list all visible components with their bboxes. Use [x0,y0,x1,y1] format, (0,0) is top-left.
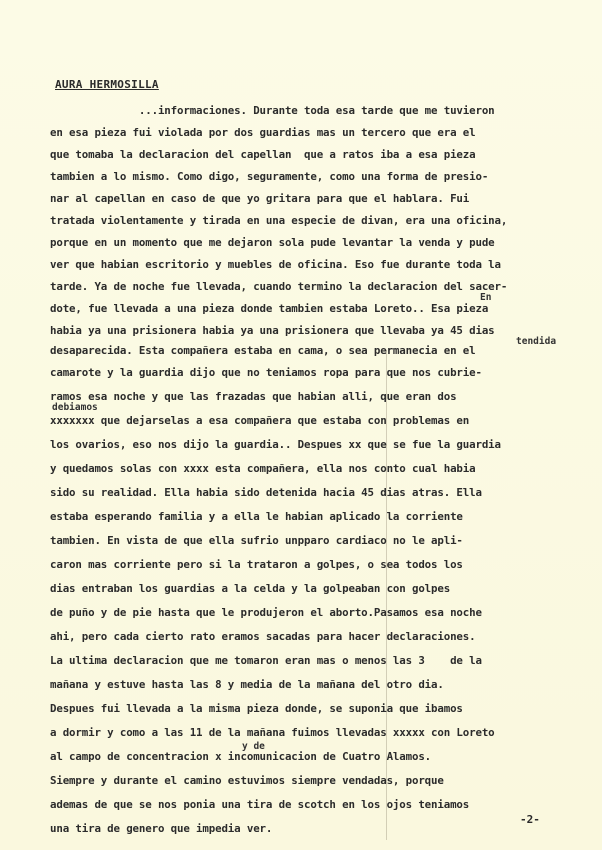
text-line: dias entraban los guardias a la celda y la golpeaban con golpes [50,582,451,595]
text-line: habia ya una prisionera habia ya una prisionera que llevaba ya 45 dias [50,324,495,337]
text-line: una tira de genero que impedia ver. [50,822,273,835]
text-line: dote, fue llevada a una pieza donde tambien estaba Loreto.. Esa pieza [50,302,489,315]
text-line: tambien a lo mismo. Como digo, seguramente, como una forma de presio- [50,170,489,183]
text-line: a dormir y como a las 11 de la mañana fuimos llevadas xxxxx con Loreto [50,726,495,739]
page-number: -2- [520,813,540,826]
text-line: ver que habian escritorio y muebles de oficina. Eso fue durante toda la [50,258,501,271]
text-line: ...informaciones. Durante toda esa tarde que me tuvieron [50,104,495,117]
text-line: ademas de que se nos ponia una tira de scotch en los ojos teniamos [50,798,470,811]
interlinear-correction-debiamos: debiamos [52,402,98,413]
text-line: que tomaba la declaracion del capellan que a ratos iba a esa pieza [50,148,476,161]
text-line: estaba esperando familia y a ella le habian aplicado la corriente [50,510,463,523]
text-line: porque en un momento que me dejaron sola pude levantar la venda y pude [50,236,495,249]
text-line: nar al capellan en caso de que yo gritara para que el hablara. Fui [50,192,470,205]
interlinear-correction-en: En [480,292,492,303]
text-line: tratada violentamente y tirada en una especie de divan, era una oficina, [50,214,508,227]
text-line: La ultima declaracion que me tomaron eran mas o menos las 3 de la [50,654,482,667]
text-line: tarde. Ya de noche fue llevada, cuando termino la declaracion del sacer- [50,280,508,293]
text-line: ahi, pero cada cierto rato eramos sacadas para hacer declaraciones. [50,630,476,643]
document-heading: AURA HERMOSILLA [55,78,159,91]
text-line: tambien. En vista de que ella sufrio unpparo cardiaco no le apli- [50,534,463,547]
text-line: de puño y de pie hasta que le produjeron el aborto.Pasamos esa noche [50,606,482,619]
interlinear-correction-tendida: tendida [516,336,557,347]
text-line: Siempre y durante el camino estuvimos siempre vendadas, porque [50,774,444,787]
text-line: ramos esa noche y que las frazadas que habian alli, que eran dos [50,390,457,403]
text-line: camarote y la guardia dijo que no teniamos ropa para que nos cubrie- [50,366,482,379]
text-line: caron mas corriente pero si la trataron a golpes, o sea todos los [50,558,463,571]
text-line: al campo de concentracion x incomunicacion de Cuatro Alamos. [50,750,432,763]
text-line: Despues fui llevada a la misma pieza donde, se suponia que ibamos [50,702,463,715]
text-line: sido su realidad. Ella habia sido detenida hacia 45 dias atras. Ella [50,486,482,499]
interlinear-correction-y-de: y de [242,741,265,752]
text-line: mañana y estuve hasta las 8 y media de la mañana del otro dia. [50,678,444,691]
text-line: los ovarios, eso nos dijo la guardia.. Despues xx que se fue la guardia [50,438,501,451]
text-line: en esa pieza fui violada por dos guardias mas un tercero que era el [50,126,476,139]
text-line: y quedamos solas con xxxx esta compañera, ella nos conto cual habia [50,462,476,475]
text-line: desaparecida. Esta compañera estaba en cama, o sea permanecia en el [50,344,476,357]
text-line: xxxxxxx que dejarselas a esa compañera que estaba con problemas en [50,414,470,427]
